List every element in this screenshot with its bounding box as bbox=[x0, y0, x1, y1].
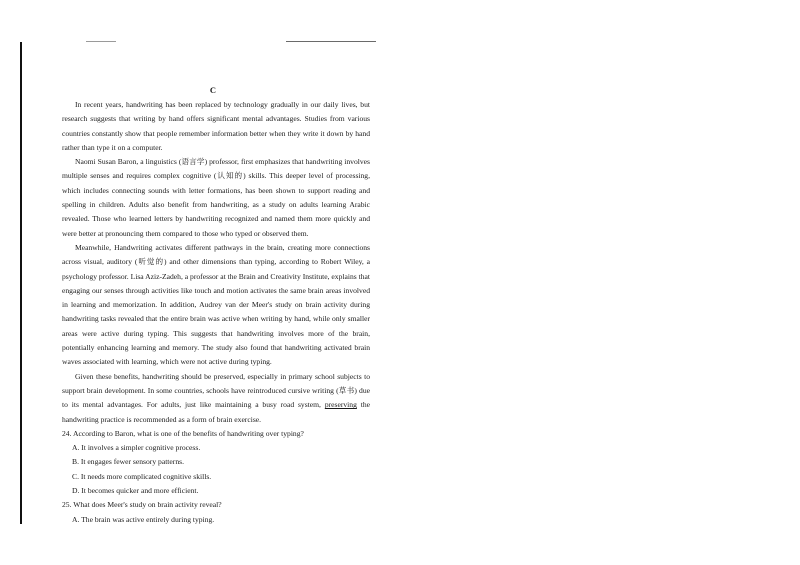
header-rule-right bbox=[286, 41, 376, 42]
question-24-option-d: D. It becomes quicker and more efficient. bbox=[72, 486, 199, 496]
underlined-word: preserving bbox=[324, 400, 357, 410]
question-24-option-a: A. It involves a simpler cognitive process. bbox=[72, 443, 201, 453]
question-24-stem: 24. According to Baron, what is one of the benefits of handwriting over typing? bbox=[62, 428, 304, 438]
paragraph-1: In recent years, handwriting has been replaced by technology gradually in our daily lives, but research suggests that writing by hand offers significant mental advantages. Studies from various countries constantly show that people remember information better when they write it down by hand rather than type it on a computer. bbox=[62, 100, 370, 152]
paragraph-4-text-before: Given these benefits, handwriting should be preserved, especially in primary school subjects to support brain development. In some countries, schools have reintroduced cursive writing (草书) due to its mental advantages. For adults, just like maintaining a busy road system, bbox=[62, 371, 370, 410]
paragraph-4 bbox=[62, 370, 370, 427]
paragraph-3: Meanwhile, Handwriting activates different pathways in the brain, creating more connections across visual, auditory (听觉的) and other dimensions than typing, according to Robert Wiley, a psychology professor. Lisa Aziz-Zadeh, a professor at the Brain and Creativity Institute, explains that engaging our senses through activities like touch and motion activates the same brain areas involved in learning and memorization. In addition, Audrey van der Meer's study on brain activity during handwriting tasks revealed that the entire brain was active when writing by hand, while only smaller areas were active during typing. This suggests that handwriting involves more of the brain, potentially enhancing learning and memory. The study also found that handwriting activated brain waves associated with learning, which were not active during typing. bbox=[62, 242, 370, 367]
paragraph-4-text-after: the handwriting practice is recommended as a form of brain exercise. bbox=[62, 400, 370, 424]
question-25-option-a: A. The brain was active entirely during typing. bbox=[72, 514, 215, 524]
document-content bbox=[62, 84, 370, 527]
paragraph-2: Naomi Susan Baron, a linguistics (语言学) professor, first emphasizes that handwriting involves multiple senses and requires complex cognitive (认知的) skills. This deeper level of processing, which includes connecting sounds with letter formations, has been shown to support reading and spelling in children. Adults also benefit from handwriting, as a study on adults learning Arabic revealed. Those who learned letters by handwriting recognized and named them more quickly and were better at pronouncing them compared to those who typed or observed them. bbox=[62, 157, 370, 238]
question-25-stem: 25. What does Meer's study on brain activity reveal? bbox=[62, 500, 222, 510]
section-label: C bbox=[209, 85, 217, 95]
page-left-border bbox=[20, 42, 22, 524]
header-rule-left bbox=[86, 41, 116, 42]
question-24-option-b: B. It engages fewer sensory patterns. bbox=[72, 457, 184, 467]
question-24-option-c: C. It needs more complicated cognitive skills. bbox=[72, 471, 212, 481]
